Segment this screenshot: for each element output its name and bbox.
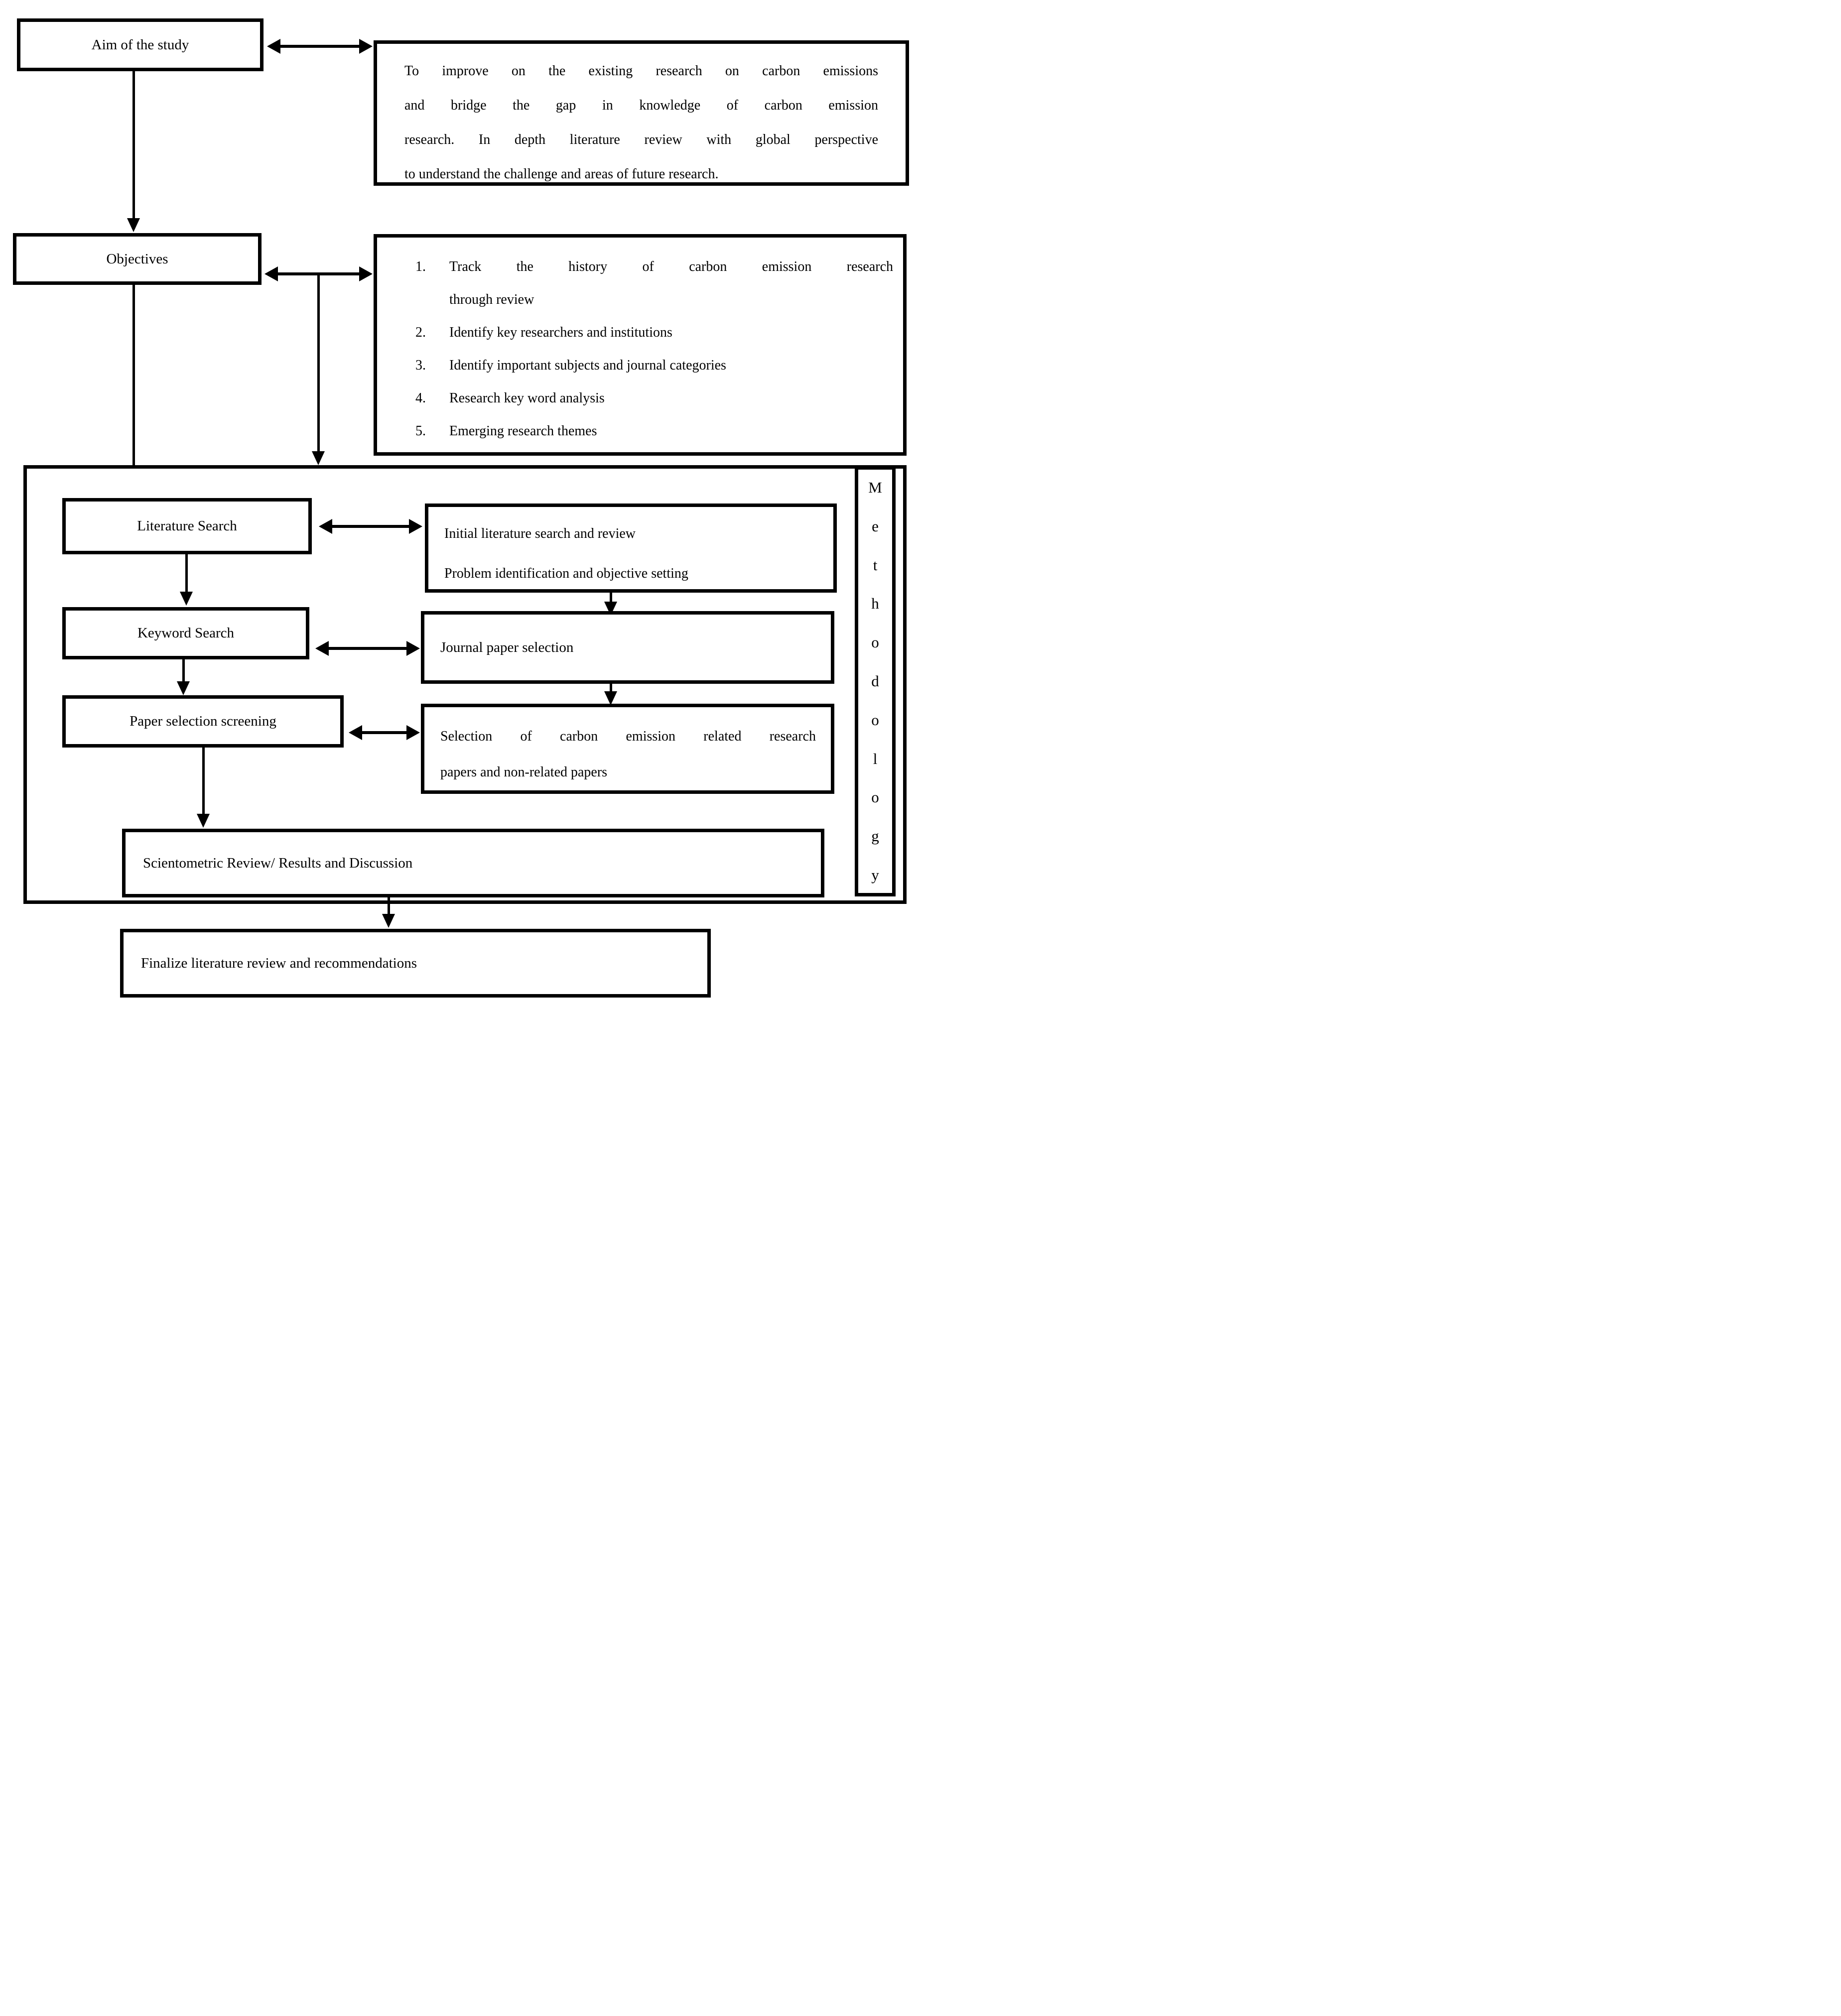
aim-description-line: to understand the challenge and areas of future research. <box>404 166 719 182</box>
keyword-search-box <box>62 607 309 659</box>
objectives-label: Objectives <box>106 251 168 267</box>
aim-description-line: and bridge the gap in knowledge of carbon emission <box>404 98 878 113</box>
literature-search-box <box>62 498 312 554</box>
arrowhead-down-icon <box>127 218 140 232</box>
arrowhead-down-icon <box>197 814 210 828</box>
initial-literature-line: Initial literature search and review <box>444 526 636 541</box>
flowchart-canvas <box>0 0 920 1008</box>
objectives-list-box <box>374 234 907 456</box>
objective-text: Identify key researchers and institutions <box>449 325 672 340</box>
methodology-letter: t <box>873 556 878 574</box>
aim-description-box <box>374 40 909 186</box>
arrowhead-right-icon <box>359 39 373 54</box>
methodology-letter: y <box>871 866 879 883</box>
objectives-box <box>13 233 262 285</box>
methodology-letter: h <box>871 595 879 613</box>
arrowhead-down-icon <box>604 691 617 705</box>
selection-papers-line: Selection of carbon emission related research <box>440 729 816 744</box>
arrow-keyword-journal <box>315 641 420 656</box>
arrowhead-down-icon <box>177 681 190 695</box>
literature-search-label: Literature Search <box>137 518 237 534</box>
objective-item <box>415 251 893 316</box>
objective-item <box>415 349 893 382</box>
arrow-literature-initial <box>319 519 422 534</box>
methodology-letter: d <box>871 672 879 690</box>
arrowhead-down-icon <box>382 914 395 928</box>
selection-papers-line: papers and non-related papers <box>440 764 608 780</box>
arrowhead-right-icon <box>406 641 420 656</box>
scientometric-review-box <box>122 829 824 897</box>
arrowhead-right-icon <box>406 725 420 740</box>
methodology-letter: l <box>873 750 878 767</box>
arrow-paper-selection <box>349 725 420 740</box>
methodology-letter: o <box>871 711 879 729</box>
selection-papers-box <box>421 704 834 794</box>
objective-number: 4. <box>415 390 426 406</box>
keyword-search-label: Keyword Search <box>137 625 235 641</box>
methodology-letter: g <box>871 827 879 845</box>
objective-text: Track the history of carbon emission research <box>449 259 893 274</box>
aim-description-line: To improve on the existing research on carbon emissions <box>404 63 878 79</box>
journal-selection-box <box>421 611 834 684</box>
journal-selection-label: Journal paper selection <box>440 639 574 655</box>
methodology-label-box <box>855 466 896 896</box>
objective-number: 2. <box>415 325 426 340</box>
aim-box <box>17 18 263 71</box>
methodology-letter: M <box>868 479 882 496</box>
aim-label: Aim of the study <box>91 36 189 53</box>
objective-text: Emerging research themes <box>449 423 597 439</box>
objective-text: Identify important subjects and journal categories <box>449 358 726 373</box>
methodology-letter: o <box>871 633 879 651</box>
objective-number: 3. <box>415 358 426 373</box>
paper-screening-box <box>62 695 344 748</box>
methodology-letter: e <box>872 517 879 535</box>
finalize-box <box>120 929 711 998</box>
arrowhead-down-icon <box>312 451 325 465</box>
aim-description-line: research. In depth literature review with global perspective <box>404 132 878 147</box>
finalize-label: Finalize literature review and recommendations <box>141 955 417 971</box>
objective-item <box>415 316 893 349</box>
scientometric-review-label: Scientometric Review/ Results and Discussion <box>143 855 413 871</box>
objective-item <box>415 382 893 415</box>
paper-screening-label: Paper selection screening <box>130 713 276 729</box>
arrowhead-right-icon <box>409 519 422 534</box>
arrowhead-down-icon <box>180 592 193 606</box>
objective-number: 1. <box>415 259 426 274</box>
arrowhead-right-icon <box>359 266 373 281</box>
arrow-aim-description <box>267 39 373 54</box>
objective-text: through review <box>449 292 534 307</box>
objective-item <box>415 415 893 448</box>
objective-text: Research key word analysis <box>449 390 605 406</box>
objective-number: 5. <box>415 423 426 439</box>
initial-literature-box <box>425 504 837 593</box>
methodology-letter: o <box>871 788 879 806</box>
initial-literature-line: Problem identification and objective setting <box>444 566 688 581</box>
